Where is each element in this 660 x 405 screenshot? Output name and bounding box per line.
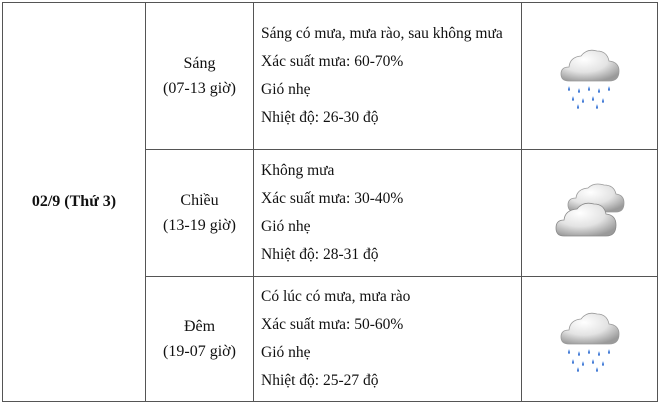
period-cell-afternoon: [146, 150, 254, 277]
period-name: Chiều: [180, 192, 219, 209]
date-label: 02/9 (Thứ 3): [31, 193, 117, 210]
wind-text: Gió nhẹ: [261, 218, 311, 235]
period-cell-night: [146, 277, 254, 402]
period-name: Sáng: [183, 55, 216, 72]
icon-cell-afternoon: [522, 150, 658, 277]
icon-cell-night: [522, 277, 658, 402]
period-cell-morning: [146, 3, 254, 150]
wind-text: Gió nhẹ: [261, 81, 311, 98]
wind-text: Gió nhẹ: [261, 344, 311, 361]
condition-text: Có lúc có mưa, mưa rào: [261, 288, 411, 305]
rain-cloud-icon: [555, 41, 625, 111]
temperature-text: Nhiệt độ: 25-27 độ: [261, 372, 379, 389]
period-hours: (19-07 giờ): [163, 343, 236, 360]
forecast-row-morning: [3, 3, 658, 150]
rain-probability-text: Xác suất mưa: 50-60%: [261, 316, 404, 333]
temperature-text: Nhiệt độ: 26-30 độ: [261, 109, 379, 126]
cloudy-icon: [554, 182, 626, 244]
icon-cell-morning: [522, 3, 658, 150]
date-cell: [3, 3, 146, 402]
period-hours: (13-19 giờ): [163, 217, 236, 234]
rain-cloud-icon: [555, 304, 625, 374]
condition-text: Sáng có mưa, mưa rào, sau không mưa: [261, 25, 503, 42]
period-name: Đêm: [183, 318, 216, 335]
temperature-text: Nhiệt độ: 28-31 độ: [261, 246, 379, 263]
details-cell-morning: [254, 3, 522, 150]
condition-text: Không mưa: [261, 162, 335, 179]
forecast-table: [2, 2, 658, 402]
details-cell-night: [254, 277, 522, 402]
details-cell-afternoon: [254, 150, 522, 277]
period-hours: (07-13 giờ): [163, 80, 236, 97]
rain-probability-text: Xác suất mưa: 60-70%: [261, 53, 404, 70]
rain-probability-text: Xác suất mưa: 30-40%: [261, 190, 404, 207]
